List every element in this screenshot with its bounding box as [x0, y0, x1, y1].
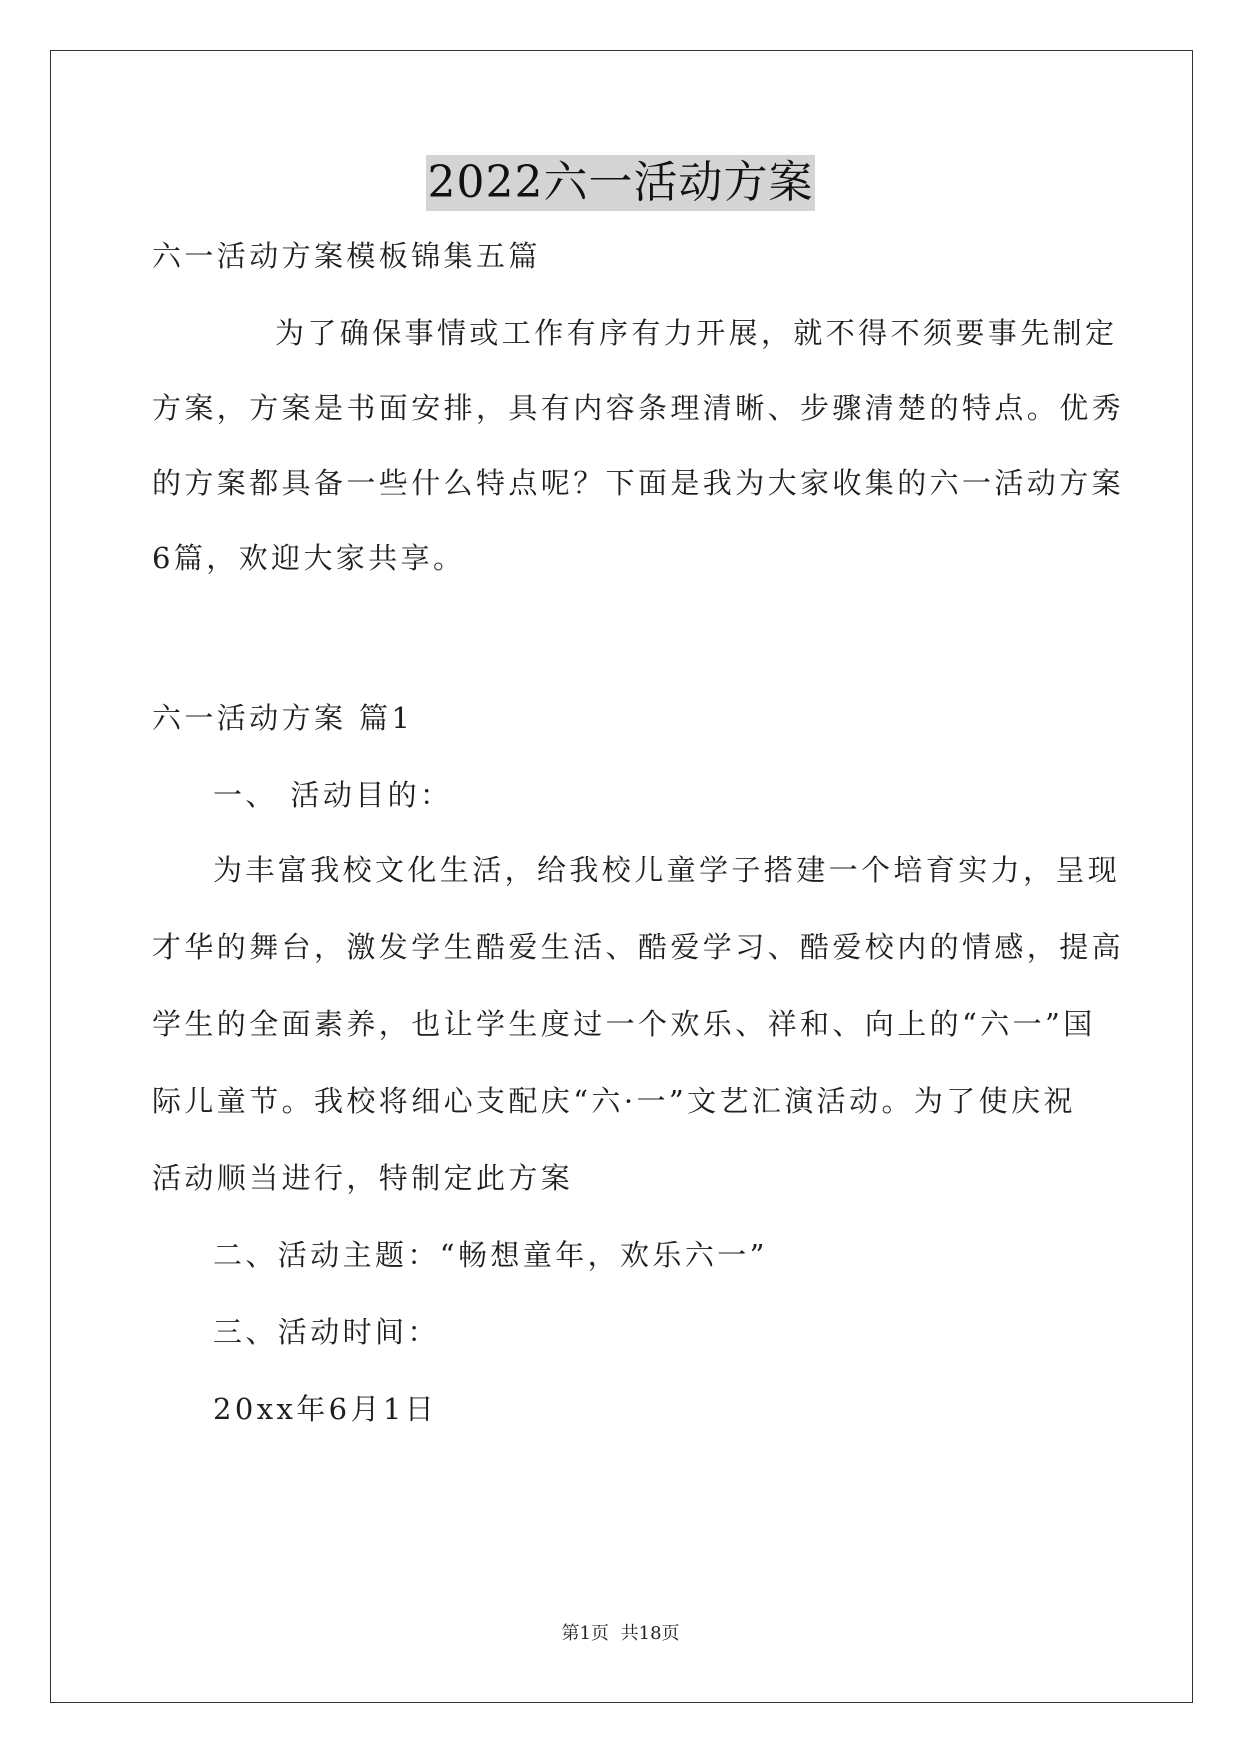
page-footer: 第1页 共18页: [561, 1623, 680, 1644]
subtitle: 六一活动方案模板锦集五篇: [152, 239, 541, 273]
body-line: 学生的全面素养，也让学生度过一个欢乐、祥和、向上的“六一”国: [152, 1007, 1096, 1041]
intro-line: 为了确保事情或工作有序有力开展，就不得不须要事先制定: [275, 316, 1118, 350]
document-title: 2022六一活动方案: [0, 155, 1241, 211]
body-line: 为丰富我校文化生活，给我校儿童学子搭建一个培育实力，呈现: [213, 853, 1121, 887]
section-heading: 六一活动方案 篇1: [152, 701, 414, 735]
item1-heading: 一、 活动目的：: [213, 778, 453, 812]
intro-line: 6篇，欢迎大家共享。: [152, 541, 466, 575]
body-line: 才华的舞台，激发学生酷爱生活、酷爱学习、酷爱校内的情感，提高: [152, 930, 1125, 964]
item3-heading: 三、活动时间：: [213, 1315, 440, 1349]
body-line: 际儿童节。我校将细心支配庆“六·一”文艺汇演活动。为了使庆祝: [152, 1084, 1076, 1118]
item2-theme: 二、活动主题：“畅想童年，欢乐六一”: [213, 1238, 768, 1272]
intro-line: 的方案都具备一些什么特点呢？下面是我为大家收集的六一活动方案: [152, 466, 1125, 500]
body-line: 活动顺当进行，特制定此方案: [152, 1161, 574, 1195]
item3-date: 20xx年6月1日: [213, 1392, 438, 1426]
intro-line: 方案，方案是书面安排，具有内容条理清晰、步骤清楚的特点。优秀: [152, 391, 1125, 425]
